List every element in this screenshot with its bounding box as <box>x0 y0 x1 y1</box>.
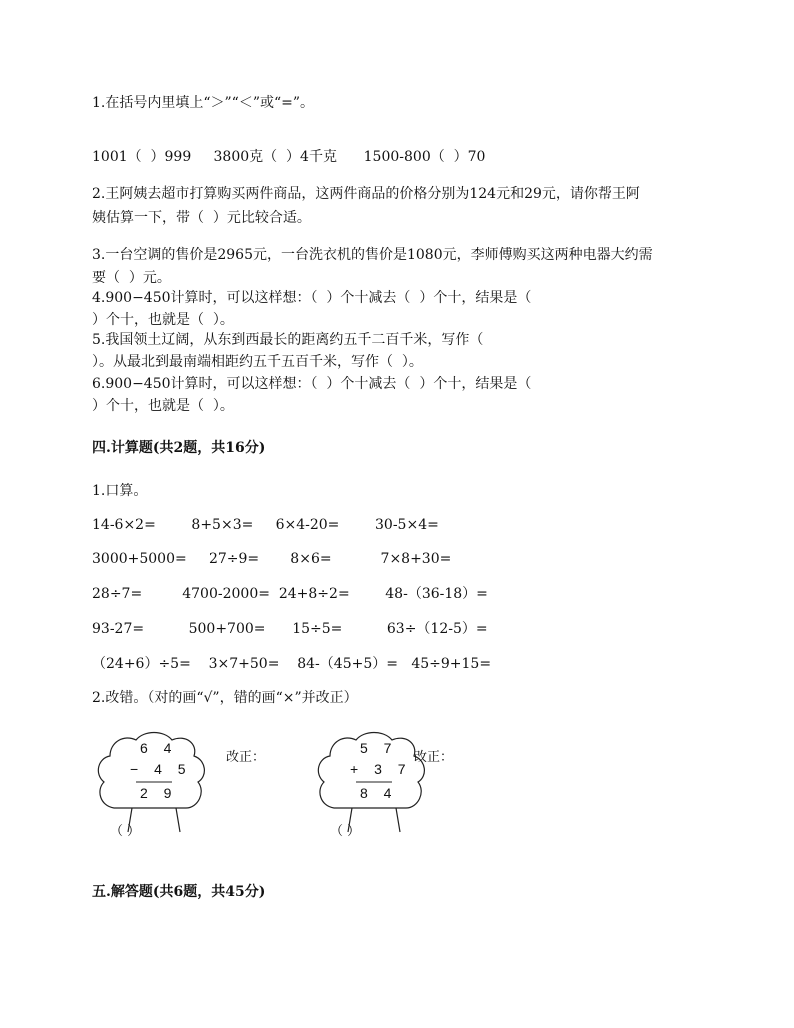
q6-line2: ）个十，也就是（ ）。 <box>92 398 234 414</box>
correction-heading: 2.改错。（对的画“√”，错的画“×”并改正） <box>92 690 358 706</box>
q1-prompt: 1.在括号内里填上“＞”“＜”或“=”。 <box>92 95 315 111</box>
tree2-result: 8 4 <box>360 785 398 801</box>
q6-line1: 6.900−450计算时，可以这样想：（ ）个十减去（ ）个十，结果是（ <box>92 376 532 392</box>
q4-line1: 4.900−450计算时，可以这样想：（ ）个十减去（ ）个十，结果是（ <box>92 290 532 306</box>
section4-title: 四.计算题(共2题，共16分) <box>92 440 266 456</box>
tree1-top-number: 6 4 <box>140 740 178 756</box>
calc-row-2: 3000+5000= 27÷9= 8×6= 7×8+30= <box>92 551 452 567</box>
q2-line2: 姨估算一下，带（ ）元比较合适。 <box>92 210 311 226</box>
q2-line1: 2.王阿姨去超市打算购买两件商品，这两件商品的价格分别为124元和29元，请你帮王阿 <box>92 186 640 202</box>
tree2-correction-label: 改正： <box>414 750 454 765</box>
tree2-answer-paren: （ ） <box>330 824 361 839</box>
q1-items: 1001（ ）999 3800克（ ）4千克 1500-800（ ）70 <box>92 149 486 165</box>
q3-line1: 3.一台空调的售价是2965元，一台洗衣机的售价是1080元，李师傅购买这两种电器大约需 <box>92 247 653 263</box>
correction-tree-2 <box>312 728 432 840</box>
q5-line2: ）。从最北到最南端相距约五千五百千米，写作（ ）。 <box>92 354 423 370</box>
oral-calc-heading: 1.口算。 <box>92 483 148 499</box>
calc-row-3: 28÷7= 4700-2000= 24+8÷2= 48-（36-18）= <box>92 586 488 602</box>
tree1-correction-label: 改正： <box>226 750 266 765</box>
section5-title: 五.解答题(共6题，共45分) <box>92 884 266 900</box>
tree1-answer-paren: （ ） <box>110 824 141 839</box>
calc-row-4: 93-27= 500+700= 15÷5= 63÷（12-5）= <box>92 621 488 637</box>
tree1-result: 2 9 <box>140 785 178 801</box>
q3-line2: 要（ ）元。 <box>92 270 171 286</box>
q4-line2: ）个十，也就是（ ）。 <box>92 312 234 328</box>
calc-row-1: 14-6×2= 8+5×3= 6×4-20= 30-5×4= <box>92 517 439 533</box>
tree1-operand: − 4 5 <box>130 761 192 777</box>
q5-line1: 5.我国领土辽阔，从东到西最长的距离约五千二百千米，写作（ <box>92 332 484 348</box>
calc-row-5: （24+6）÷5= 3×7+50= 84-（45+5）= 45÷9+15= <box>92 656 492 672</box>
tree2-operand: + 3 7 <box>350 761 412 777</box>
tree2-top-number: 5 7 <box>360 740 398 756</box>
correction-tree-1 <box>92 728 212 840</box>
